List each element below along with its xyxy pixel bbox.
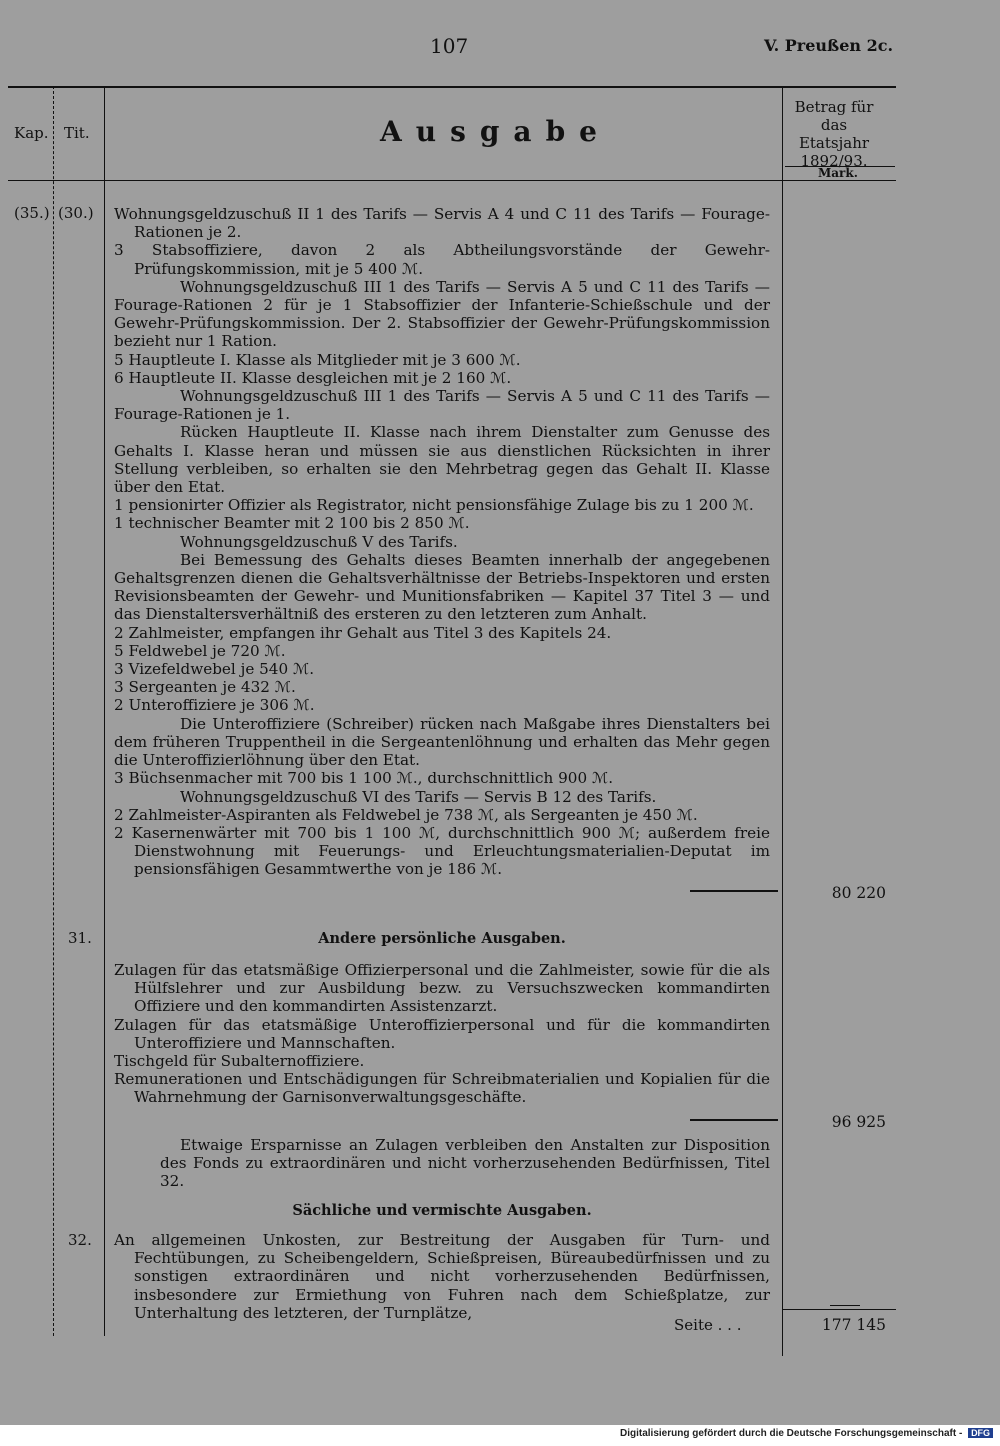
carry-rule-short [830, 1305, 860, 1306]
text-line: Zulagen für das etatsmäßige Offizierpersonal und die Zahlmeister, sowie für die als Hülfslehrer und zur Ausbildung bezw. zu Versuchszwecken kommandirten Offiziere und den kommandirten Assistenzarzt. [114, 961, 770, 1016]
tit-number: (30.) [58, 204, 94, 222]
table-top-rule [8, 86, 896, 88]
amount-title-31: 96 925 [831, 1113, 886, 1131]
seite-label: Seite . . . [674, 1316, 742, 1334]
note-text: Etwaige Ersparnisse an Zulagen verbleiben den Anstalten zur Disposition des Fonds zu extraordinären und nicht vorherzusehenden Bedürfnissen, Titel 32. [160, 1136, 770, 1191]
column-head-betrag [788, 98, 880, 170]
betrag-line: Betrag für [794, 98, 874, 116]
running-head: V. Preußen 2c. [764, 36, 894, 55]
currency-label: Mark. [818, 166, 858, 180]
text-line: 3 Sergeanten je 432 ℳ. [114, 678, 296, 697]
carry-rule [782, 1309, 896, 1310]
dfg-logo: DFG [968, 1428, 993, 1438]
page-number: 107 [430, 34, 469, 58]
column-head-kap: Kap. [14, 124, 49, 142]
seite-amount: 177 145 [821, 1316, 886, 1334]
digitization-credit [620, 1428, 993, 1439]
text-line: Wohnungsgeldzuschuß III 1 des Tarifs — Servis A 5 und C 11 des Tarifs — Fourage-Rationen je 1. [114, 387, 770, 424]
text-line: 1 technischer Beamter mit 2 100 bis 2 850 ℳ. [114, 514, 470, 533]
subtotal-rule [690, 1119, 778, 1121]
text-line: 5 Feldwebel je 720 ℳ. [114, 641, 286, 660]
table-header-rule [8, 180, 896, 181]
tit-number: 32. [68, 1231, 92, 1249]
text-line: 2 Unteroffiziere je 306 ℳ. [114, 696, 315, 715]
title-30-body [114, 205, 770, 879]
column-head-tit: Tit. [64, 124, 90, 142]
subtotal-rule [690, 890, 778, 892]
section-heading: Andere persönliche Ausgaben. [318, 930, 566, 947]
text-line: Zulagen für das etatsmäßige Unteroffizierpersonal und für die kommandirten Unteroffiziere und Mannschaften. [114, 1015, 770, 1052]
title-31-body [114, 961, 770, 1107]
text-line: Remunerationen und Entschädigungen für Schreibmaterialien und Kopialien für die Wahrnehmung der Garnisonverwaltungsgeschäfte. [114, 1070, 770, 1107]
title-32-body [114, 1231, 770, 1322]
text-line: 2 Zahlmeister, empfangen ihr Gehalt aus Titel 3 des Kapitels 24. [114, 623, 612, 642]
text-line: Wohnungsgeldzuschuß VI des Tarifs — Servis B 12 des Tarifs. [180, 787, 657, 806]
text-line: Bei Bemessung des Gehalts dieses Beamten innerhalb der angegebenen Gehaltsgrenzen dienen die Gehaltsverhältnisse der Betriebs-Inspektoren und ersten Revisionsbeamten der Gewehr- und Munitionsfabriken — Kapitel 37 Titel 3 — und das Dienstaltersverhältniß des ersteren zu den letzteren zum Anhalt. [114, 550, 770, 624]
text-line: 1 pensionirter Offizier als Registrator, nicht pensionsfähige Zulage bis zu 1 200 ℳ. [114, 496, 754, 515]
column-divider-amount [782, 86, 783, 1356]
text-line: 3 Stabsoffiziere, davon 2 als Abtheilungsvorstände der Gewehr-Prüfungskommission, mit je 5 400 ℳ. [114, 241, 770, 278]
text-line: Rücken Hauptleute II. Klasse nach ihrem Dienstalter zum Genusse des Gehalts I. Klasse heran und müssen sie aus dienstlichen Rücksichten in ihrer Stellung verbleiben, so erhalten sie den Mehrbetrag gegen das Gehalt II. Klasse über den Etat. [114, 423, 770, 497]
betrag-line: 1892/93. [800, 152, 868, 170]
amount-title-30: 80 220 [831, 884, 886, 902]
text-line: 5 Hauptleute I. Klasse als Mitglieder mit je 3 600 ℳ. [114, 350, 521, 369]
column-divider-tit [104, 86, 105, 1336]
text-line: 3 Büchsenmacher mit 700 bis 1 100 ℳ., durchschnittlich 900 ℳ. [114, 769, 614, 788]
column-divider-kap [53, 86, 54, 1336]
text-line: Wohnungsgeldzuschuß III 1 des Tarifs — Servis A 5 und C 11 des Tarifs — Fourage-Rationen 2 für je 1 Stabsoffizier der Infanterie-Schießschule und der Gewehr-Prüfungskommission. Der 2. Stabsoffizier der Gewehr-Prüfungskommission bezieht nur 1 Ration. [114, 277, 770, 351]
title-31-note [160, 1136, 770, 1191]
text-line: Wohnungsgeldzuschuß V des Tarifs. [180, 532, 458, 551]
kap-number: (35.) [14, 204, 50, 222]
column-head-title: Ausgabe [380, 115, 611, 148]
section-heading: Sächliche und vermischte Ausgaben. [292, 1202, 592, 1219]
text-line: 2 Kasernenwärter mit 700 bis 1 100 ℳ, durchschnittlich 900 ℳ; außerdem freie Dienstwohnung mit Feuerungs- und Erleuchtungsmaterialien-Deputat im pensionsfähigen Gesammtwerthe von je 186 ℳ. [114, 823, 770, 879]
text-line: Tischgeld für Subalternoffiziere. [114, 1052, 365, 1071]
text-line: Wohnungsgeldzuschuß II 1 des Tarifs — Servis A 4 und C 11 des Tarifs — Fourage-Rationen je 2. [114, 205, 770, 242]
text-line: 2 Zahlmeister-Aspiranten als Feldwebel je 738 ℳ, als Sergeanten je 450 ℳ. [114, 805, 698, 824]
betrag-line: das Etatsjahr [798, 116, 870, 152]
text-line: 6 Hauptleute II. Klasse desgleichen mit je 2 160 ℳ. [114, 368, 512, 387]
text-line: 3 Vizefeldwebel je 540 ℳ. [114, 660, 315, 679]
text-line: An allgemeinen Unkosten, zur Bestreitung der Ausgaben für Turn- und Fechtübungen, zu Scheibengeldern, Schießpreisen, Büreaubedürfnissen und zu sonstigen extraordinären und nicht vorherzusehenden Bedürfnissen, insbesondere zur Ermiethung von Fuhren nach dem Schießplatze, zur Unterhaltung des letzteren, der Turnplätze, [114, 1231, 770, 1322]
text-line: Die Unteroffiziere (Schreiber) rücken nach Maßgabe ihres Dienstalters bei dem früheren Truppentheil in die Sergeantenlöhnung und erhalten das Mehr gegen die Unteroffizierlöhnung über den Etat. [114, 714, 770, 770]
credit-text: Digitalisierung gefördert durch die Deutsche Forschungsgemeinschaft - [620, 1428, 963, 1439]
tit-number: 31. [68, 929, 92, 947]
